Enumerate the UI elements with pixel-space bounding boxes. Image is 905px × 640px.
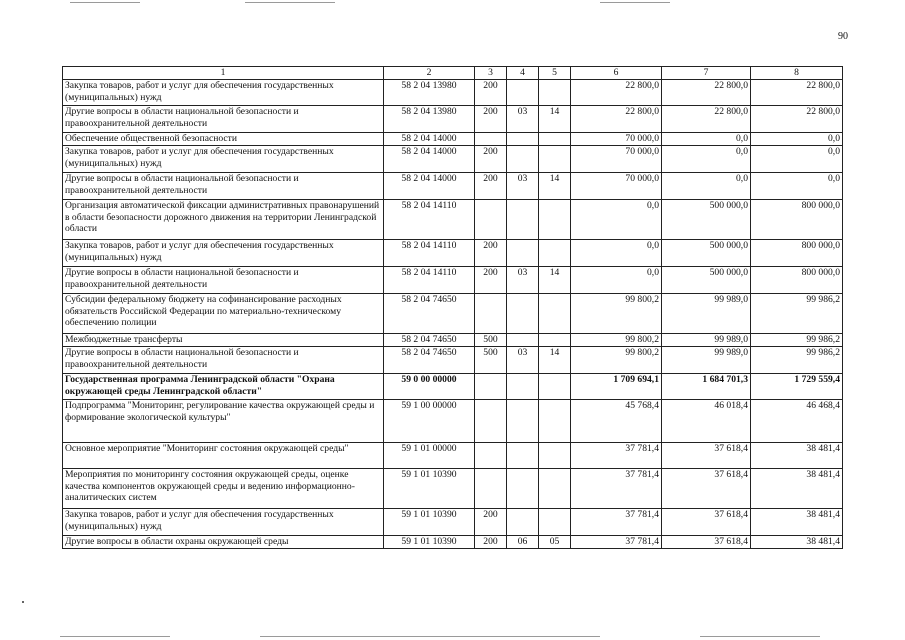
- row-code-cell: 58 2 04 14110: [384, 200, 475, 240]
- row-section-cell: [507, 400, 539, 443]
- row-value-col8-cell: 99 986,2: [751, 334, 843, 347]
- table-row: [63, 443, 843, 469]
- row-value-col7-cell: 500 000,0: [662, 267, 751, 294]
- row-expense-type-cell: [475, 400, 507, 443]
- row-expense-type-cell: [475, 374, 507, 400]
- row-expense-type-cell: 500: [475, 347, 507, 374]
- row-value-col7-cell: 99 989,0: [662, 334, 751, 347]
- row-value-col8-cell: 800 000,0: [751, 267, 843, 294]
- row-value-col6-cell: 0,0: [571, 240, 662, 267]
- row-subsection-cell: [539, 443, 571, 469]
- row-value-col7-cell: 0,0: [662, 133, 751, 146]
- row-subsection-cell: 14: [539, 106, 571, 133]
- row-value-col8-cell: 800 000,0: [751, 240, 843, 267]
- row-value-col7-cell: 22 800,0: [662, 80, 751, 106]
- scan-artifact-bottom-left: [60, 636, 170, 637]
- table-header-row: [63, 67, 843, 80]
- row-expense-type-cell: 200: [475, 146, 507, 173]
- row-expense-type-cell: 200: [475, 509, 507, 536]
- row-section-cell: [507, 469, 539, 509]
- row-value-col7-cell: 0,0: [662, 146, 751, 173]
- row-section-cell: [507, 443, 539, 469]
- row-value-col8-cell: 38 481,4: [751, 443, 843, 469]
- row-code-cell: 58 2 04 14000: [384, 146, 475, 173]
- row-name-cell: Закупка товаров, работ и услуг для обеспечения государственных (муниципальных) нужд: [63, 240, 384, 267]
- row-value-col6-cell: 70 000,0: [571, 146, 662, 173]
- row-value-col6-cell: 99 800,2: [571, 347, 662, 374]
- row-expense-type-cell: 200: [475, 267, 507, 294]
- table-row: [63, 536, 843, 549]
- row-code-cell: 59 1 01 00000: [384, 443, 475, 469]
- scan-artifact-dot: [22, 601, 24, 603]
- row-value-col7-cell: 1 684 701,3: [662, 374, 751, 400]
- row-expense-type-cell: [475, 200, 507, 240]
- row-subsection-cell: [539, 240, 571, 267]
- row-code-cell: 58 2 04 13980: [384, 80, 475, 106]
- row-code-cell: 58 2 04 14000: [384, 133, 475, 146]
- row-code-cell: 59 1 01 10390: [384, 509, 475, 536]
- row-expense-type-cell: [475, 133, 507, 146]
- row-value-col7-cell: 22 800,0: [662, 106, 751, 133]
- row-value-col6-cell: 22 800,0: [571, 80, 662, 106]
- header-cell: 3: [475, 67, 507, 80]
- row-value-col8-cell: 99 986,2: [751, 347, 843, 374]
- row-value-col7-cell: 37 618,4: [662, 469, 751, 509]
- row-expense-type-cell: 200: [475, 536, 507, 549]
- row-subsection-cell: [539, 146, 571, 173]
- row-code-cell: 59 1 00 00000: [384, 400, 475, 443]
- row-value-col6-cell: 37 781,4: [571, 469, 662, 509]
- row-code-cell: 59 1 01 10390: [384, 469, 475, 509]
- row-name-cell: Другие вопросы в области национальной безопасности и правоохранительной деятельности: [63, 106, 384, 133]
- row-value-col8-cell: 38 481,4: [751, 509, 843, 536]
- row-value-col7-cell: 500 000,0: [662, 240, 751, 267]
- row-subsection-cell: [539, 133, 571, 146]
- row-value-col8-cell: 0,0: [751, 146, 843, 173]
- row-value-col6-cell: 99 800,2: [571, 294, 662, 334]
- header-cell: 5: [539, 67, 571, 80]
- header-cell: 2: [384, 67, 475, 80]
- row-expense-type-cell: [475, 294, 507, 334]
- row-value-col8-cell: 46 468,4: [751, 400, 843, 443]
- row-value-col6-cell: 37 781,4: [571, 443, 662, 469]
- row-value-col8-cell: 1 729 559,4: [751, 374, 843, 400]
- row-value-col6-cell: 1 709 694,1: [571, 374, 662, 400]
- row-expense-type-cell: 200: [475, 106, 507, 133]
- row-section-cell: 03: [507, 106, 539, 133]
- row-name-cell: Субсидии федеральному бюджету на софинансирование расходных обязательств Российской Федерации по материально-техническому обеспечению полиции: [63, 294, 384, 334]
- table-row: [63, 374, 843, 400]
- row-expense-type-cell: 500: [475, 334, 507, 347]
- table-row: [63, 80, 843, 106]
- table-row: [63, 200, 843, 240]
- row-value-col6-cell: 70 000,0: [571, 173, 662, 200]
- row-subsection-cell: [539, 80, 571, 106]
- row-expense-type-cell: 200: [475, 240, 507, 267]
- row-code-cell: 58 2 04 14000: [384, 173, 475, 200]
- row-name-cell: Подпрограмма "Мониторинг, регулирование качества окружающей среды и формирование экологической культуры": [63, 400, 384, 443]
- row-value-col6-cell: 0,0: [571, 267, 662, 294]
- scan-artifact-top-mid: [245, 2, 335, 3]
- row-expense-type-cell: 200: [475, 80, 507, 106]
- scan-artifact-bottom-right: [700, 636, 820, 637]
- row-code-cell: 58 2 04 14110: [384, 240, 475, 267]
- row-code-cell: 58 2 04 74650: [384, 347, 475, 374]
- row-expense-type-cell: [475, 443, 507, 469]
- row-subsection-cell: [539, 374, 571, 400]
- row-value-col8-cell: 22 800,0: [751, 80, 843, 106]
- row-subsection-cell: [539, 509, 571, 536]
- row-value-col8-cell: 38 481,4: [751, 469, 843, 509]
- row-name-cell: Другие вопросы в области охраны окружающей среды: [63, 536, 384, 549]
- row-value-col7-cell: 37 618,4: [662, 443, 751, 469]
- scan-artifact-top-right: [600, 2, 670, 3]
- row-value-col7-cell: 0,0: [662, 173, 751, 200]
- row-name-cell: Основное мероприятие "Мониторинг состояния окружающей среды": [63, 443, 384, 469]
- table-row: [63, 347, 843, 374]
- table-row: [63, 133, 843, 146]
- row-code-cell: 59 1 01 10390: [384, 536, 475, 549]
- row-section-cell: 03: [507, 267, 539, 294]
- row-expense-type-cell: 200: [475, 173, 507, 200]
- row-value-col6-cell: 37 781,4: [571, 509, 662, 536]
- row-value-col7-cell: 37 618,4: [662, 509, 751, 536]
- scan-artifact-bottom-mid: [260, 636, 600, 637]
- row-code-cell: 58 2 04 14110: [384, 267, 475, 294]
- scan-artifact-top-left: [70, 2, 140, 3]
- row-value-col6-cell: 45 768,4: [571, 400, 662, 443]
- table-row: [63, 334, 843, 347]
- table-row: [63, 173, 843, 200]
- row-name-cell: Закупка товаров, работ и услуг для обеспечения государственных (муниципальных) нужд: [63, 146, 384, 173]
- table-row: [63, 509, 843, 536]
- header-cell: 8: [751, 67, 843, 80]
- row-section-cell: [507, 374, 539, 400]
- table-row: [63, 469, 843, 509]
- row-subsection-cell: 14: [539, 347, 571, 374]
- row-subsection-cell: 14: [539, 267, 571, 294]
- row-section-cell: [507, 80, 539, 106]
- row-section-cell: 03: [507, 173, 539, 200]
- row-name-cell: Закупка товаров, работ и услуг для обеспечения государственных (муниципальных) нужд: [63, 509, 384, 536]
- row-value-col6-cell: 37 781,4: [571, 536, 662, 549]
- row-section-cell: [507, 509, 539, 536]
- page-number: 90: [838, 31, 848, 42]
- table-body: [63, 80, 843, 549]
- row-name-cell: Организация автоматической фиксации административных правонарушений в области безопасности дорожного движения на территории Ленинградской области: [63, 200, 384, 240]
- header-cell: 1: [63, 67, 384, 80]
- row-subsection-cell: 05: [539, 536, 571, 549]
- row-subsection-cell: [539, 334, 571, 347]
- table-row: [63, 240, 843, 267]
- row-value-col8-cell: 99 986,2: [751, 294, 843, 334]
- row-value-col6-cell: 22 800,0: [571, 106, 662, 133]
- row-section-cell: [507, 240, 539, 267]
- row-code-cell: 59 0 00 00000: [384, 374, 475, 400]
- row-section-cell: [507, 200, 539, 240]
- row-value-col7-cell: 99 989,0: [662, 347, 751, 374]
- table-row: [63, 106, 843, 133]
- row-section-cell: 03: [507, 347, 539, 374]
- row-code-cell: 58 2 04 13980: [384, 106, 475, 133]
- row-section-cell: [507, 133, 539, 146]
- row-value-col8-cell: 38 481,4: [751, 536, 843, 549]
- row-name-cell: Закупка товаров, работ и услуг для обеспечения государственных (муниципальных) нужд: [63, 80, 384, 106]
- table-row: [63, 400, 843, 443]
- header-cell: 4: [507, 67, 539, 80]
- row-value-col8-cell: 0,0: [751, 133, 843, 146]
- row-value-col6-cell: 70 000,0: [571, 133, 662, 146]
- row-value-col6-cell: 99 800,2: [571, 334, 662, 347]
- row-subsection-cell: [539, 200, 571, 240]
- row-name-cell: Мероприятия по мониторингу состояния окружающей среды, оценке качества компонентов окружающей среды и ведению информационно-аналитических систем: [63, 469, 384, 509]
- row-value-col7-cell: 37 618,4: [662, 536, 751, 549]
- row-name-cell: Другие вопросы в области национальной безопасности и правоохранительной деятельности: [63, 267, 384, 294]
- row-expense-type-cell: [475, 469, 507, 509]
- row-name-cell: Государственная программа Ленинградской области "Охрана окружающей среды Ленинградской области": [63, 374, 384, 400]
- row-value-col8-cell: 0,0: [751, 173, 843, 200]
- row-value-col6-cell: 0,0: [571, 200, 662, 240]
- budget-table: [62, 66, 843, 549]
- row-subsection-cell: [539, 400, 571, 443]
- row-subsection-cell: [539, 294, 571, 334]
- row-name-cell: Межбюджетные трансферты: [63, 334, 384, 347]
- row-section-cell: [507, 146, 539, 173]
- row-section-cell: [507, 334, 539, 347]
- header-cell: 6: [571, 67, 662, 80]
- header-cell: 7: [662, 67, 751, 80]
- row-value-col8-cell: 800 000,0: [751, 200, 843, 240]
- row-value-col7-cell: 46 018,4: [662, 400, 751, 443]
- row-section-cell: 06: [507, 536, 539, 549]
- row-name-cell: Другие вопросы в области национальной безопасности и правоохранительной деятельности: [63, 347, 384, 374]
- table-row: [63, 294, 843, 334]
- table-row: [63, 146, 843, 173]
- row-value-col7-cell: 500 000,0: [662, 200, 751, 240]
- table-row: [63, 267, 843, 294]
- row-code-cell: 58 2 04 74650: [384, 294, 475, 334]
- row-name-cell: Другие вопросы в области национальной безопасности и правоохранительной деятельности: [63, 173, 384, 200]
- row-subsection-cell: [539, 469, 571, 509]
- row-value-col7-cell: 99 989,0: [662, 294, 751, 334]
- row-subsection-cell: 14: [539, 173, 571, 200]
- row-section-cell: [507, 294, 539, 334]
- row-name-cell: Обеспечение общественной безопасности: [63, 133, 384, 146]
- row-value-col8-cell: 22 800,0: [751, 106, 843, 133]
- row-code-cell: 58 2 04 74650: [384, 334, 475, 347]
